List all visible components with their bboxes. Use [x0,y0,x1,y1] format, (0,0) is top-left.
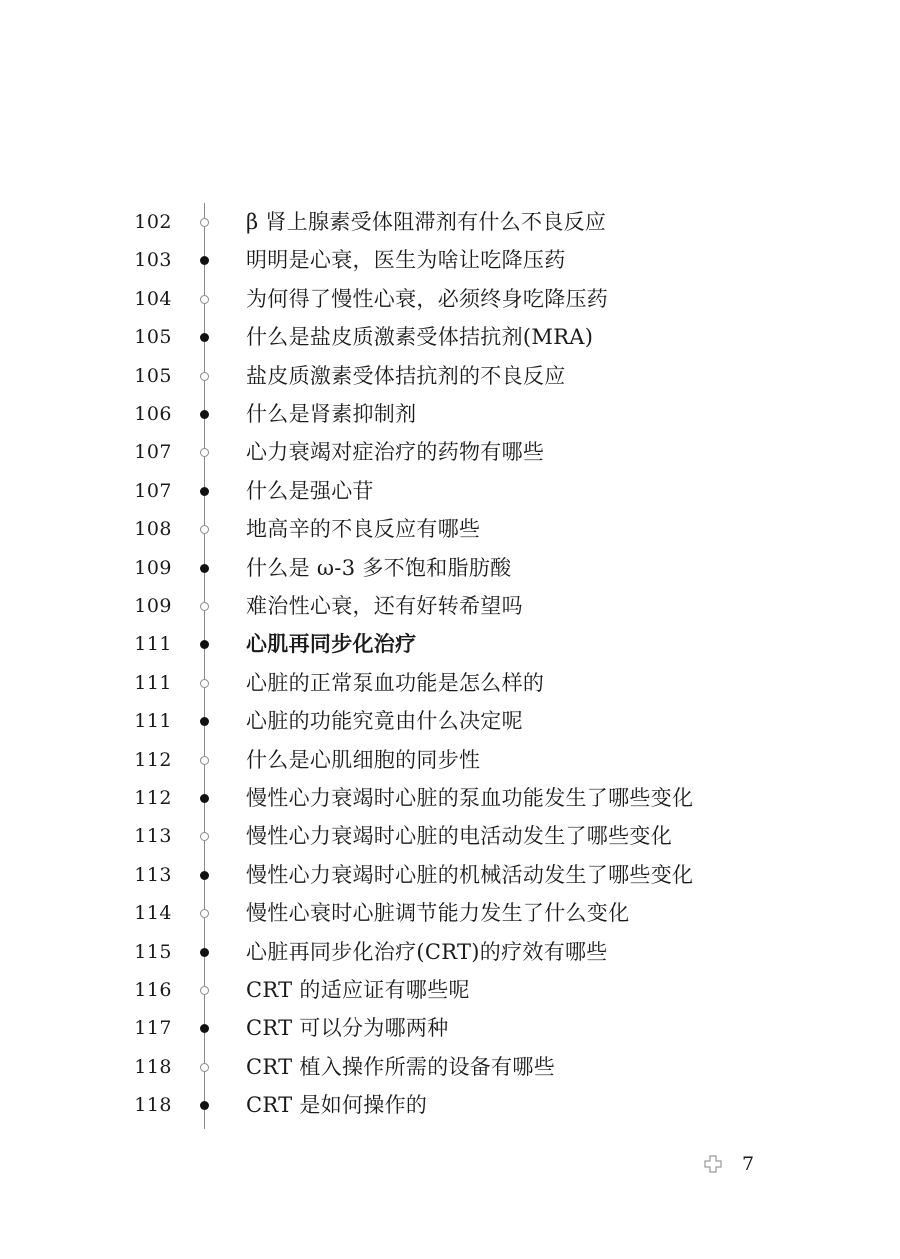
toc-page-number: 117 [134,1017,172,1039]
toc-entry[interactable] [0,1009,900,1047]
toc-entry[interactable] [0,510,900,548]
filled-dot-icon [200,871,209,880]
toc-entry[interactable] [0,1048,900,1086]
toc-entry-title[interactable]: 什么是心肌细胞的同步性 [246,748,481,772]
page-footer [704,1152,784,1176]
hollow-dot-icon [200,602,209,611]
toc-page-number: 115 [134,941,172,963]
filled-dot-icon [200,948,209,957]
toc-page-number: 109 [134,595,172,617]
hollow-dot-icon [200,448,209,457]
toc-entry-title[interactable]: CRT 的适应证有哪些呢 [246,978,470,1002]
toc-entry[interactable] [0,741,900,779]
hollow-dot-icon [200,909,209,918]
toc-entry[interactable] [0,280,900,318]
filled-dot-icon [200,717,209,726]
toc-page-number: 105 [134,365,172,387]
hollow-dot-icon [200,986,209,995]
toc-entry[interactable] [0,357,900,395]
hollow-dot-icon [200,525,209,534]
toc-entry[interactable] [0,587,900,625]
toc-entry-title[interactable]: 什么是盐皮质激素受体拮抗剂(MRA) [246,325,594,349]
toc-entry-title[interactable]: 为何得了慢性心衰，必须终身吃降压药 [246,287,609,311]
toc-entry-title[interactable]: 心脏的功能究竟由什么决定呢 [246,709,523,733]
toc-page-number: 103 [134,249,172,271]
toc-entry-title[interactable]: 什么是强心苷 [246,479,374,503]
toc-entry-title[interactable]: 什么是肾素抑制剂 [246,402,417,426]
filled-dot-icon [200,256,209,265]
toc-page-number: 106 [134,403,172,425]
toc-entry[interactable] [0,318,900,356]
toc-entry[interactable] [0,395,900,433]
toc-entry-title[interactable]: CRT 是如何操作的 [246,1093,428,1117]
toc-entry-title[interactable]: β 肾上腺素受体阻滞剂有什么不良反应 [246,210,607,234]
toc-entry-title[interactable]: 心脏再同步化治疗(CRT)的疗效有哪些 [246,940,608,964]
filled-dot-icon [200,487,209,496]
toc-page-number: 111 [134,633,172,655]
filled-dot-icon [200,794,209,803]
toc-page-number: 114 [134,902,172,924]
hollow-dot-icon [200,679,209,688]
toc-entry-title[interactable]: CRT 植入操作所需的设备有哪些 [246,1055,555,1079]
toc-entry[interactable] [0,203,900,241]
filled-dot-icon [200,333,209,342]
hollow-dot-icon [200,372,209,381]
toc-entry[interactable] [0,933,900,971]
filled-dot-icon [200,1024,209,1033]
toc-page-number: 109 [134,557,172,579]
toc-entry[interactable] [0,1086,900,1124]
toc-entry-title[interactable]: 慢性心力衰竭时心脏的泵血功能发生了哪些变化 [246,786,694,810]
toc-page-number: 107 [134,480,172,502]
hollow-dot-icon [200,1063,209,1072]
filled-dot-icon [200,564,209,573]
toc-section-heading[interactable]: 心肌再同步化治疗 [246,632,417,656]
toc-entry[interactable] [0,894,900,932]
toc-entry[interactable] [0,702,900,740]
toc-page-number: 113 [134,864,172,886]
toc-page-number: 118 [134,1094,172,1116]
toc-entry[interactable] [0,433,900,471]
toc-entry-title[interactable]: 难治性心衰，还有好转希望吗 [246,594,523,618]
toc-page-number: 104 [134,288,172,310]
toc-entry[interactable] [0,779,900,817]
toc-entry-title[interactable]: 地高辛的不良反应有哪些 [246,517,481,541]
toc-page-number: 108 [134,518,172,540]
toc-page-number: 112 [134,787,172,809]
toc-entry-title[interactable]: 心脏的正常泵血功能是怎么样的 [246,671,545,695]
toc-page-number: 102 [134,211,172,233]
filled-dot-icon [200,640,209,649]
filled-dot-icon [200,1101,209,1110]
toc-page-number: 112 [134,749,172,771]
table-of-contents [0,203,900,1133]
toc-entry-title[interactable]: 慢性心衰时心脏调节能力发生了什么变化 [246,901,630,925]
toc-entry[interactable] [0,472,900,510]
toc-entry-title[interactable]: 明明是心衰，医生为啥让吃降压药 [246,248,566,272]
toc-entry[interactable] [0,664,900,702]
toc-entry[interactable] [0,241,900,279]
hollow-dot-icon [200,832,209,841]
toc-entry-title[interactable]: 慢性心力衰竭时心脏的电活动发生了哪些变化 [246,824,672,848]
hollow-dot-icon [200,218,209,227]
toc-page-number: 111 [134,710,172,732]
toc-entry-title[interactable]: CRT 可以分为哪两种 [246,1016,449,1040]
toc-page-number: 111 [134,672,172,694]
medical-cross-icon [704,1155,722,1173]
toc-page-number: 116 [134,979,172,1001]
toc-entry-title[interactable]: 慢性心力衰竭时心脏的机械活动发生了哪些变化 [246,863,694,887]
toc-page-number: 107 [134,441,172,463]
page-number: 7 [742,1153,755,1175]
toc-entry[interactable] [0,817,900,855]
toc-entry-title[interactable]: 什么是 ω-3 多不饱和脂肪酸 [246,556,512,580]
toc-entry-title[interactable]: 盐皮质激素受体拮抗剂的不良反应 [246,364,566,388]
hollow-dot-icon [200,756,209,765]
toc-entry[interactable] [0,625,900,663]
filled-dot-icon [200,410,209,419]
toc-entry[interactable] [0,971,900,1009]
toc-page-number: 105 [134,326,172,348]
toc-page-number: 118 [134,1056,172,1078]
toc-entry[interactable] [0,856,900,894]
toc-entry[interactable] [0,549,900,587]
toc-page-number: 113 [134,825,172,847]
toc-entry-title[interactable]: 心力衰竭对症治疗的药物有哪些 [246,440,545,464]
hollow-dot-icon [200,295,209,304]
